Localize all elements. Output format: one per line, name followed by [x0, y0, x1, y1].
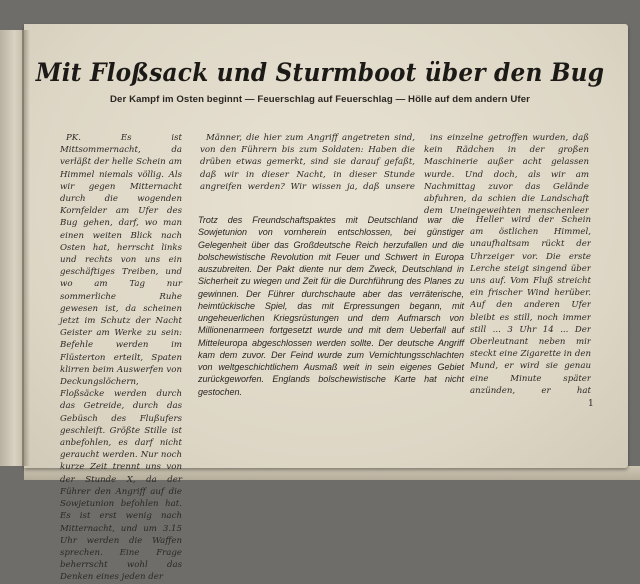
- text-column-middle: [200, 132, 415, 192]
- text-column-right-lower: [470, 214, 591, 398]
- column-right-lower-text: Heller wird der Schein am östlichen Himmel, unaufhaltsam rückt der Uhrzeiger vor. Die erste Lerche steigt singend über uns auf. Vom Fluß streicht ein frischer Wind herüber. Auf den anderen Ufer bleibt es still, noch immer still ... 3 Uhr 14 ... Der Oberleutnant neben mir steckt eine Zigarette in den Mund, er wird sie genau eine Minute später anzünden, er hat: [470, 215, 591, 396]
- article-subtitle: Der Kampf im Osten beginnt — Feuerschlag auf Feuerschlag — Hölle auf dem andern Ufer: [110, 94, 530, 105]
- inset-box-text: Trotz des Freundschaftspaktes mit Deutschland war die Sowjetunion von vornherein entschlossen, bei günstiger Gelegenheit über das Großdeutsche Reich herzufallen und die bolschewistische Revolution mit Feuer und Schwert in Europa auszubreiten. Der Pakt diente nur dem Zweck, Deutschland in Sicherheit zu wiegen und Zeit für die Durchführung des Planes zu gewinnen. Der Führer durchschaute aber das verräterische, heimtückische Spiel, das mit Erpressungen begann, mit ungeheuerlichen Kriegsrüstungen und dem Aufmarsch von Millionenarmeen fortgesetzt wurde und mit dem Ueberfall auf Mitteleuropa abgeschlossen werden sollte. Der deutsche Angriff kam dem zuvor. Der Feind wurde zum Vernichtungsschlachten von weltgeschichtlichem Ausmaß weit in sein eigenes Gebiet zurückgeworfen. Englands bolschewistische Karte hat nicht gestochen.: [198, 215, 464, 397]
- article-title: Mit Floßsack und Sturmboot über den Bug: [35, 58, 605, 87]
- text-column-left: [60, 132, 182, 584]
- column-right-top-text: ins einzelne getroffen wurden, daß kein Rädchen in der großen Maschinerie außer acht gelassen wurde. Und doch, als wir am Nachmittag zuvor das Gelände abfuhren, da schien die Landschaft dem Uneingeweihten menschenleer: [424, 133, 589, 216]
- column-middle-text: Männer, die hier zum Angriff angetreten sind, von den Führern bis zum Soldaten: Haben die drüben etwas gemerkt, sind sie darauf gefaßt, daß wir in dieser Nacht, in dieser Stunde angreifen werden? Wir wissen ja, daß unsere: [200, 133, 415, 192]
- inset-text-box: [198, 214, 464, 398]
- spine-shadow: [22, 30, 30, 466]
- text-column-right-top: [424, 132, 589, 216]
- page-number: 1: [588, 399, 594, 409]
- column-left-text: PK. Es ist Mittsommernacht, da verläßt der helle Schein am Himmel niemals völlig. Als wir gegen Mitternacht durch die wogenden Kornfelder am Ufer des Bug gehen, darf, wo man einen weiten Blick nach Osten hat, herrscht links und rechts von uns ein geschäftiges Treiben, und wo am Tag nur sommerliche Ruhe gewesen ist, da scheinen jetzt im Schutz der Nacht Geister am Werke zu sein: Befehle werden im Flüsterton erteilt, Spaten klirren beim Auswerfen von Deckungslöchern, Floßsäcke werden durch das Getreide, durch das Gebüsch des Flußufers geschleift. Größte Stille ist anbefohlen, es darf nicht geraucht werden. Nur noch kurze Zeit trennt uns von der Stunde X, da der Führer den Angriff auf die Sowjetunion befohlen hat. Es ist erst wenig nach Mitternacht, und um 3.15 Uhr werden die Waffen sprechen. Eine Frage beherrscht wohl das Denken eines jeden der: [60, 133, 182, 583]
